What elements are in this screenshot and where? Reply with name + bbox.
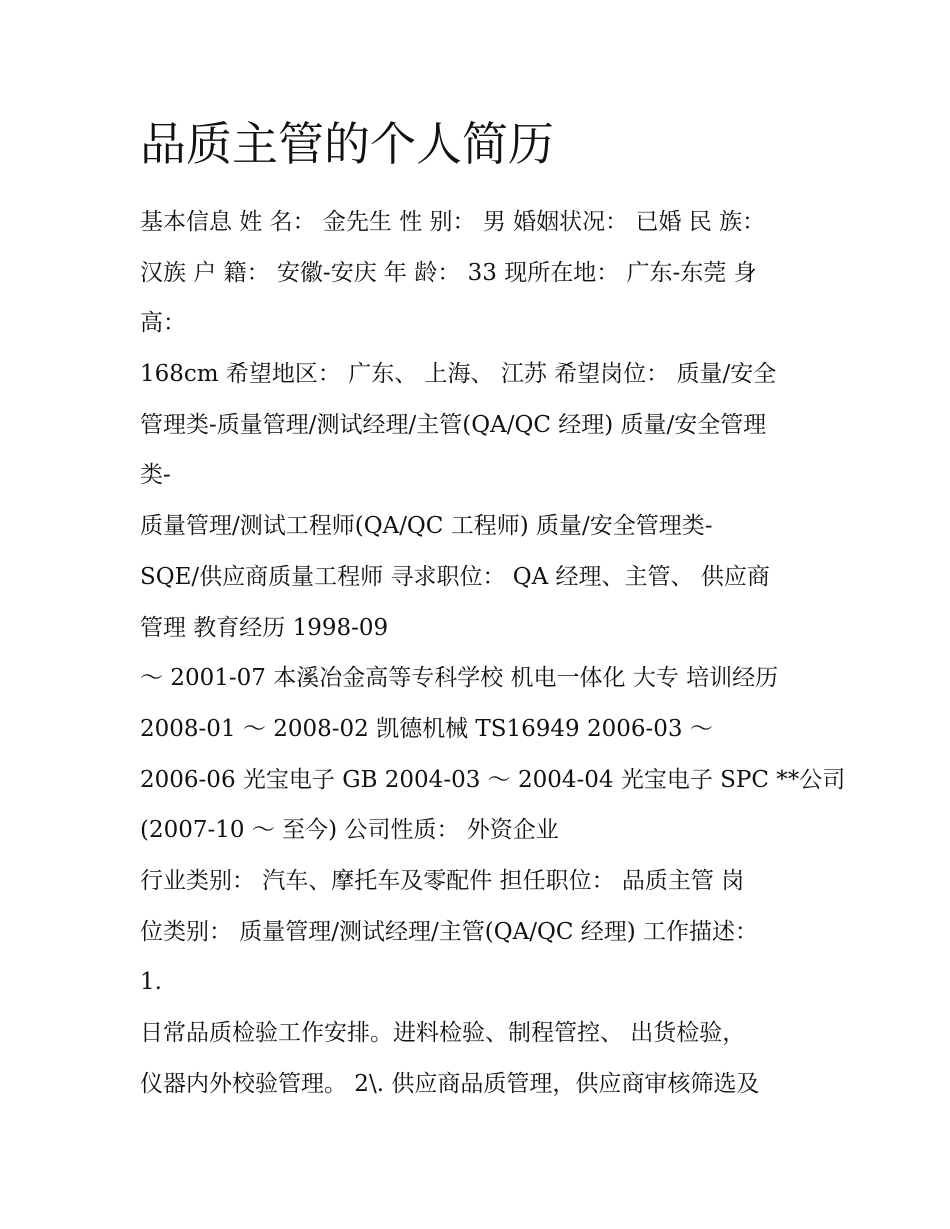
text-line: 仪器内外校验管理。 2\. 供应商品质管理，供应商审核筛选及 [140, 1070, 760, 1097]
text-line: 类- [140, 462, 171, 489]
text-line: SQE/供应商质量工程师 寻求职位： QA 经理、主管、 供应商 [140, 563, 770, 590]
text-line: 管理 教育经历 1998-09 [140, 614, 389, 641]
page-title: 品质主管的个人简历 [140, 117, 554, 171]
text-line: (2007-10 ～ 至今) 公司性质： 外资企业 [140, 817, 559, 844]
text-line: 行业类别： 汽车、摩托车及零配件 担任职位： 品质主管 岗 [140, 867, 745, 894]
text-line: 2006-06 光宝电子 GB 2004-03 ～ 2004-04 光宝电子 SPC **公司 [140, 766, 846, 793]
text-line: 2008-01 ～ 2008-02 凯德机械 TS16949 2006-03 ～ [140, 715, 713, 742]
resume-body [140, 197, 846, 1109]
text-line: 高： [140, 310, 186, 337]
text-line: 1. [140, 969, 162, 996]
text-line: 168cm 希望地区： 广东、 上海、 江苏 希望岗位： 质量/安全 [140, 361, 777, 388]
text-line: ～ 2001-07 本溪冶金高等专科学校 机电一体化 大专 培训经历 [140, 665, 779, 692]
text-line: 位类别： 质量管理/测试经理/主管(QA/QC 经理) 工作描述： [140, 918, 759, 945]
text-line: 质量管理/测试工程师(QA/QC 工程师) 质量/安全管理类- [140, 513, 713, 540]
text-line: 汉族 户 籍： 安徽-安庆 年 龄： 33 现所在地： 广东-东莞 身 [140, 259, 757, 286]
text-line: 日常品质检验工作安排。进料检验、制程管控、 出货检验， [140, 1020, 746, 1046]
text-line: 管理类-质量管理/测试经理/主管(QA/QC 经理) 质量/安全管理 [140, 411, 767, 438]
text-line: 基本信息 姓 名： 金先生 性 别： 男 婚姻状况： 已婚 民 族： [140, 209, 766, 235]
